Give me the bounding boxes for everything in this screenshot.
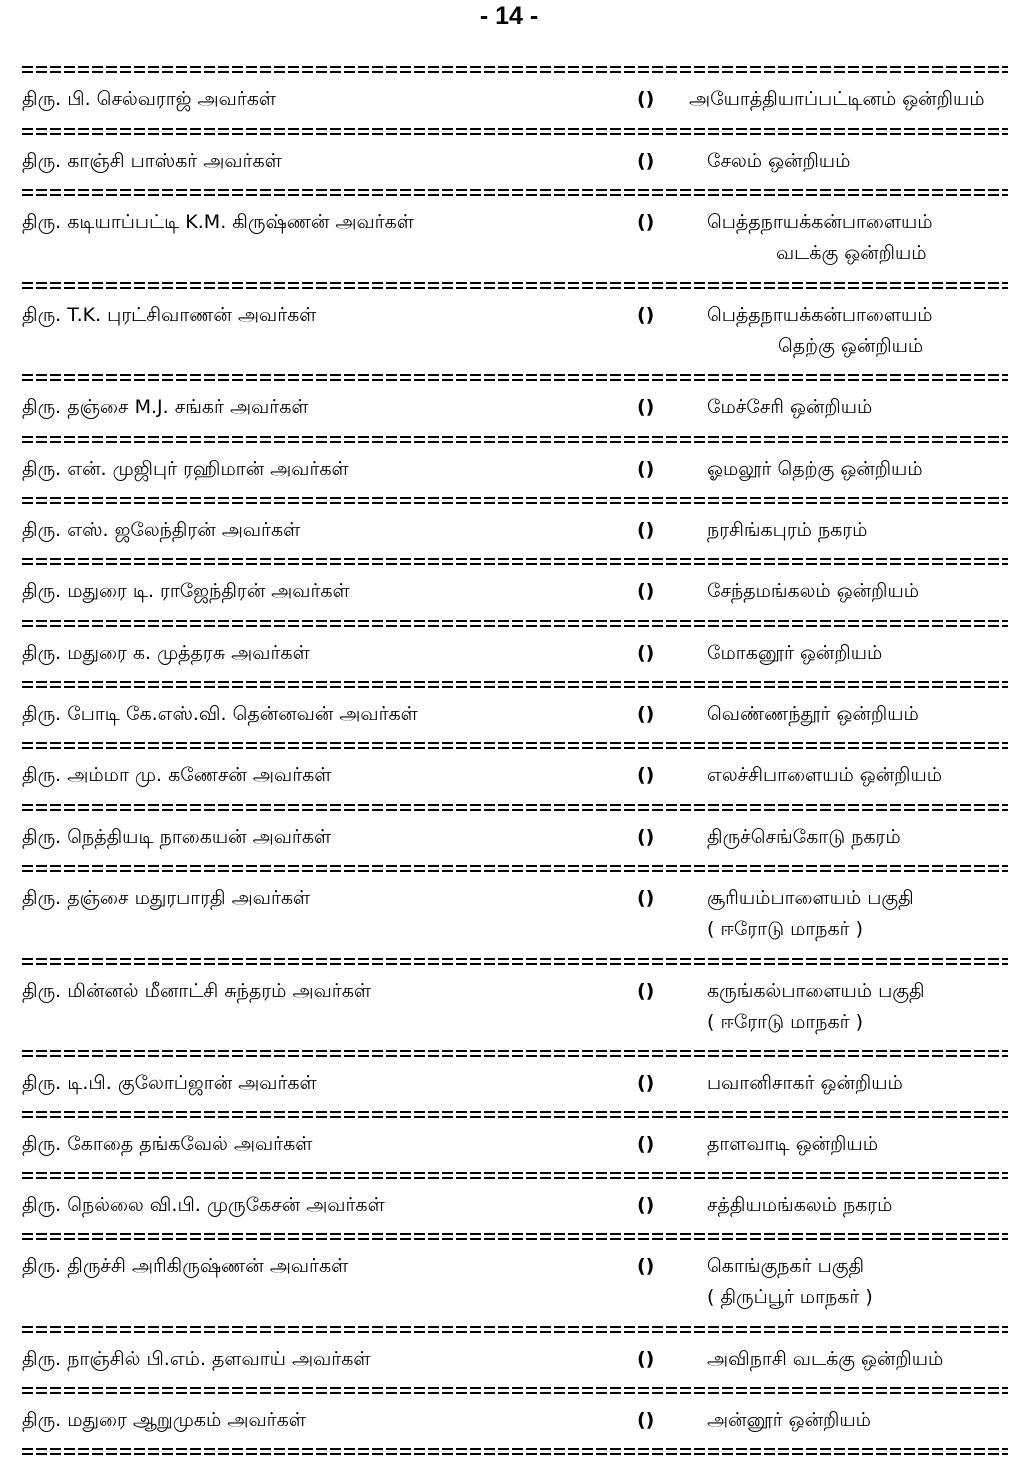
separator-symbol: () <box>637 642 655 664</box>
person-name: திரு. நெல்லை வி.பி. முருகேசன் அவர்கள் <box>22 1194 385 1216</box>
separator-line <box>22 436 1008 443</box>
separator-line <box>22 958 1008 965</box>
separator-line <box>22 804 1008 811</box>
separator-line <box>22 66 1008 73</box>
person-name: திரு. தஞ்சை M.J. சங்கர் அவர்கள் <box>22 396 309 418</box>
person-name: திரு. திருச்சி அரிகிருஷ்ணன் அவர்கள் <box>22 1255 349 1277</box>
place-name: அவிநாசி வடக்கு ஒன்றியம் <box>707 1348 944 1370</box>
separator-symbol: () <box>637 150 655 172</box>
separator-symbol: () <box>637 1409 655 1431</box>
place-subline: ( ஈரோடு மாநகர் ) <box>707 1011 864 1033</box>
person-name: திரு. டி.பி. குலோப்ஜான் அவர்கள் <box>22 1072 317 1094</box>
person-name: திரு. என். முஜிபுர் ரஹிமான் அவர்கள் <box>22 458 349 480</box>
place-name: ஓமலூர் தெற்கு ஒன்றியம் <box>707 458 923 480</box>
place-name: பெத்தநாயக்கன்பாளையம் <box>707 304 933 326</box>
separator-symbol: () <box>637 519 655 541</box>
separator-symbol: () <box>637 304 655 326</box>
person-name: திரு. மதுரை ஆறுமுகம் அவர்கள் <box>22 1409 306 1431</box>
separator-line <box>22 620 1008 627</box>
page-number: - 14 - <box>479 2 539 30</box>
separator-symbol: () <box>637 764 655 786</box>
person-name: திரு. போடி கே.எஸ்.வி. தென்னவன் அவர்கள் <box>22 703 418 725</box>
place-name: சேலம் ஒன்றியம் <box>707 150 851 172</box>
place-name: கொங்குநகர் பகுதி <box>707 1255 865 1277</box>
person-name: திரு. காஞ்சி பாஸ்கர் அவர்கள் <box>22 150 282 172</box>
person-name: திரு. அம்மா மு. கணேசன் அவர்கள் <box>22 764 332 786</box>
place-subline: ( ஈரோடு மாநகர் ) <box>707 918 864 940</box>
separator-line <box>22 1233 1008 1240</box>
separator-line <box>22 282 1008 289</box>
place-name: திருச்செங்கோடு நகரம் <box>707 826 901 848</box>
separator-line <box>22 1326 1008 1333</box>
separator-symbol: () <box>637 1072 655 1094</box>
separator-symbol: () <box>637 1348 655 1370</box>
place-name: பெத்தநாயக்கன்பாளையம் <box>707 211 933 233</box>
person-name: திரு. T.K. புரட்சிவாணன் அவர்கள் <box>22 304 317 326</box>
separator-line <box>22 1111 1008 1118</box>
place-name: பவானிசாகர் ஒன்றியம் <box>707 1072 903 1094</box>
person-name: திரு. நாஞ்சில் பி.எம். தளவாய் அவர்கள் <box>22 1348 371 1370</box>
person-name: திரு. மதுரை க. முத்தரசு அவர்கள் <box>22 642 310 664</box>
person-name: திரு. கடியாப்பட்டி K.M. கிருஷ்ணன் அவர்கள் <box>22 211 414 233</box>
person-name: திரு. எஸ். ஜலேந்திரன் அவர்கள் <box>22 519 301 541</box>
person-name: திரு. கோதை தங்கவேல் அவர்கள் <box>22 1133 313 1155</box>
separator-symbol: () <box>637 396 655 418</box>
separator-symbol: () <box>637 887 655 909</box>
place-name: சேந்தமங்கலம் ஒன்றியம் <box>707 580 920 602</box>
separator-line <box>22 1387 1008 1394</box>
separator-line <box>22 497 1008 504</box>
separator-symbol: () <box>637 826 655 848</box>
place-name: அன்னூர் ஒன்றியம் <box>707 1409 871 1431</box>
separator-symbol: () <box>637 88 655 110</box>
separator-line <box>22 1448 1008 1455</box>
separator-line <box>22 189 1008 196</box>
person-name: திரு. நெத்தியடி நாகையன் அவர்கள் <box>22 826 332 848</box>
place-name: மேச்சேரி ஒன்றியம் <box>707 396 873 418</box>
separator-symbol: () <box>637 1194 655 1216</box>
separator-line <box>22 1050 1008 1057</box>
separator-line <box>22 1172 1008 1179</box>
separator-line <box>22 128 1008 135</box>
person-name: திரு. மின்னல் மீனாட்சி சுந்தரம் அவர்கள் <box>22 980 371 1002</box>
place-subline: வடக்கு ஒன்றியம் <box>776 242 927 264</box>
separator-symbol: () <box>637 580 655 602</box>
separator-line <box>22 374 1008 381</box>
person-name: திரு. தஞ்சை மதுரபாரதி அவர்கள் <box>22 887 311 909</box>
place-name: கருங்கல்பாளையம் பகுதி <box>707 980 925 1002</box>
place-name: சூரியம்பாளையம் பகுதி <box>707 887 914 909</box>
separator-symbol: () <box>637 458 655 480</box>
place-name: மோகனூர் ஒன்றியம் <box>707 642 883 664</box>
separator-line <box>22 865 1008 872</box>
separator-symbol: () <box>637 1255 655 1277</box>
separator-symbol: () <box>637 1133 655 1155</box>
person-name: திரு. மதுரை டி. ராஜேந்திரன் அவர்கள் <box>22 580 350 602</box>
separator-line <box>22 742 1008 749</box>
person-name: திரு. பி. செல்வராஜ் அவர்கள் <box>22 88 277 110</box>
place-name: சத்தியமங்கலம் நகரம் <box>707 1194 893 1216</box>
place-name: தாளவாடி ஒன்றியம் <box>707 1133 878 1155</box>
separator-symbol: () <box>637 980 655 1002</box>
separator-symbol: () <box>637 211 655 233</box>
separator-symbol: () <box>637 703 655 725</box>
place-name: நரசிங்கபுரம் நகரம் <box>707 519 868 541</box>
place-subline: ( திருப்பூர் மாநகர் ) <box>707 1286 873 1308</box>
separator-line <box>22 681 1008 688</box>
place-name: எலச்சிபாளையம் ஒன்றியம் <box>707 764 943 786</box>
place-name: அயோத்தியாப்பட்டினம் ஒன்றியம் <box>689 88 985 110</box>
place-name: வெண்ணந்தூர் ஒன்றியம் <box>707 703 919 725</box>
place-subline: தெற்கு ஒன்றியம் <box>778 335 924 357</box>
separator-line <box>22 558 1008 565</box>
